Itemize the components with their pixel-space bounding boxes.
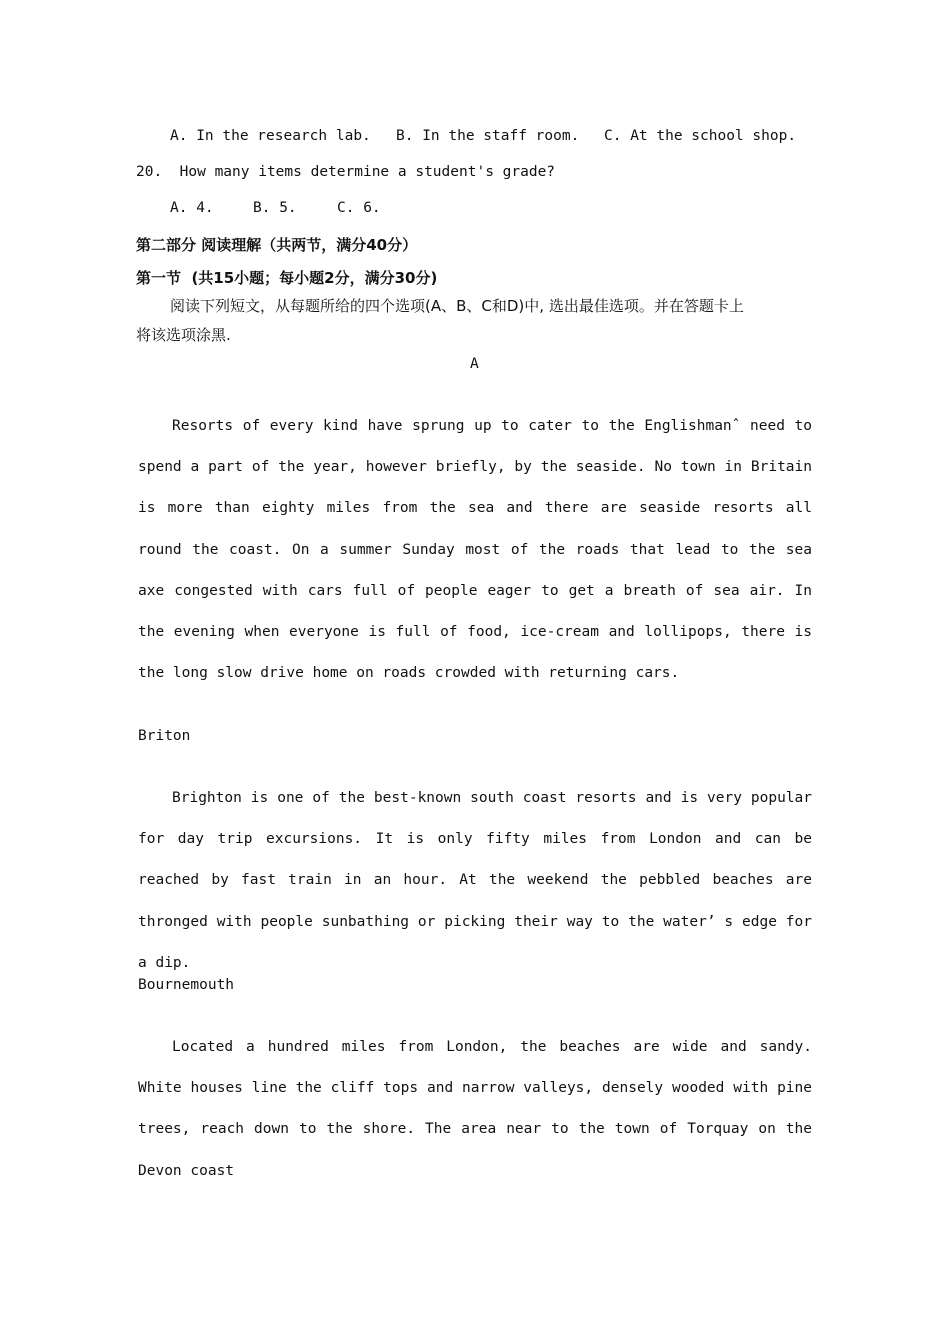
part-title: 第二部分 阅读理解（共两节，满分40分） [136, 236, 418, 254]
instruction-line-1: 阅读下列短文，从每题所给的四个选项(A、B、C和D)中, 选出最佳选项。并在答题卡上 [170, 297, 744, 315]
q19-option-b: B. In the staff room. [396, 128, 580, 144]
q20-option-a: A. 4. [170, 200, 214, 216]
passage-intro [138, 406, 812, 694]
section-subtitle: 第一节 (共15小题；每小题2分，满分30分) [136, 269, 438, 287]
passage-intro-text: Resorts of every kind have sprung up to cater to the Englishmanˆ need to spend a part of the year, however briefly, by the seaside. No town in Britain is more than eighty miles from the sea and there are seaside resorts all round the coast. On a summer Sunday most of the roads that lead to the sea axe congested with cars full of people eager to get a breath of sea air. In the evening when everyone is full of food, ice-cream and lollipops, there is the long slow drive home on roads crowded with returning cars. [138, 418, 812, 682]
q20-option-c: C. 6. [337, 200, 381, 216]
section-heading-bournemouth: Bournemouth [138, 977, 235, 993]
passage-body-briton-text: Brighton is one of the best-known south coast resorts and is very popular for day trip excursions. It is only fifty miles from London and can be reached by fast train in an hour. At the weekend the pebbled beaches are thronged with people sunbathing or picking their way to the water’ s edge for a dip. [138, 790, 812, 971]
passage-body-bournemouth [138, 1027, 812, 1192]
passage-body-briton [138, 778, 812, 984]
section-heading-briton: Briton [138, 728, 191, 744]
passage-label: A [470, 356, 479, 372]
q19-option-a: A. In the research lab. [170, 128, 371, 144]
q20-option-b: B. 5. [253, 200, 297, 216]
q19-option-c: C. At the school shop. [604, 128, 797, 144]
passage-body-bournemouth-text: Located a hundred miles from London, the beaches are wide and sandy. White houses line the cliff tops and narrow valleys, densely wooded with pine trees, reach down to the shore. The area near to the town of Torquay on the Devon coast [138, 1039, 812, 1179]
instruction-line-2: 将该选项涂黑. [136, 326, 231, 344]
q20-question: 20. How many items determine a student's grade? [136, 164, 556, 180]
